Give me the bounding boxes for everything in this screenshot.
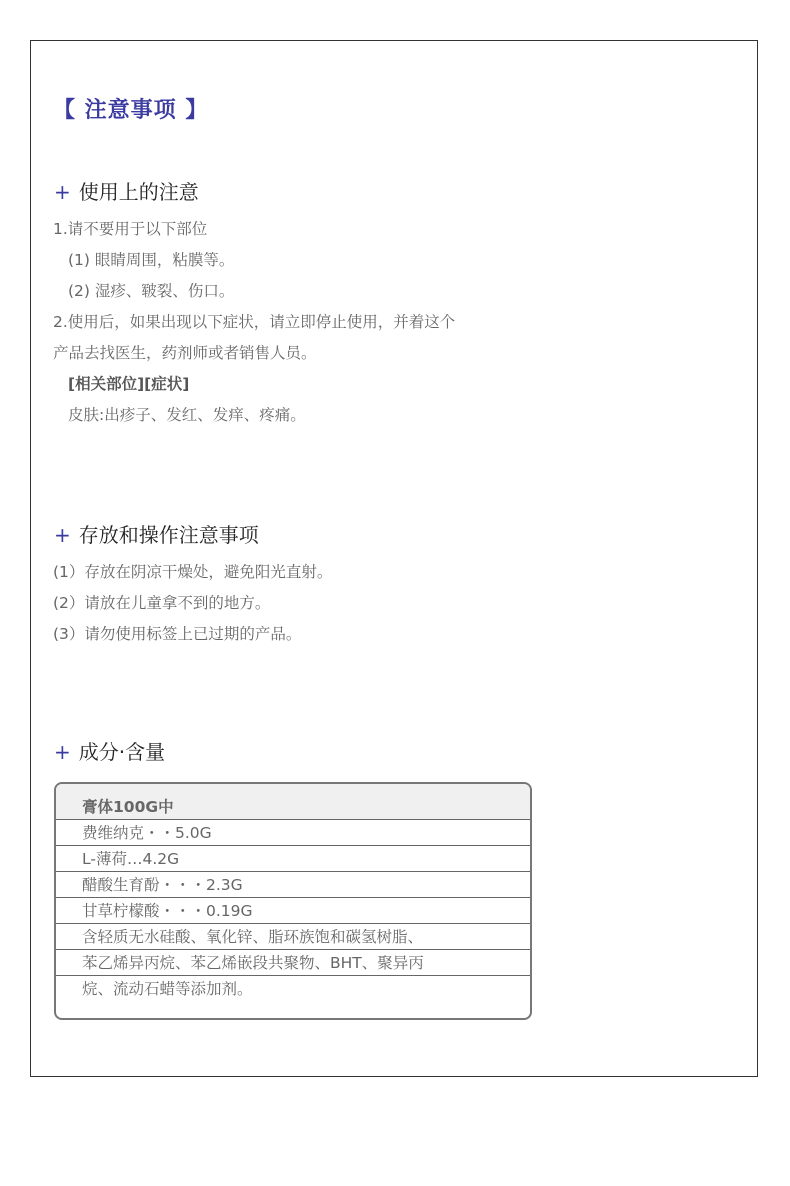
plus-icon: + xyxy=(54,180,71,204)
table-header: 膏体100G中 xyxy=(56,784,530,820)
ingredients-table xyxy=(54,782,532,1020)
usage-subheading: [相关部位][症状] xyxy=(68,375,190,393)
storage-notes xyxy=(53,557,332,650)
usage-line: (2) 湿疹、皲裂、伤口。 xyxy=(68,282,235,300)
page-title: 【 注意事项 】 xyxy=(53,98,209,123)
usage-line: 皮肤:出疹子、发红、发痒、疼痛。 xyxy=(68,406,306,424)
storage-line: (3）请勿使用标签上已过期的产品。 xyxy=(53,625,302,643)
plus-icon: + xyxy=(54,740,71,764)
table-row: 苯乙烯异丙烷、苯乙烯嵌段共聚物、BHT、聚异丙 xyxy=(56,950,530,976)
usage-line: 1.请不要用于以下部位 xyxy=(53,220,208,238)
section-heading-usage xyxy=(54,176,199,205)
usage-line: (1) 眼睛周围，粘膜等。 xyxy=(68,251,235,269)
section-heading-label: 存放和操作注意事项 xyxy=(78,523,259,547)
table-row: 甘草柠檬酸・・・0.19G xyxy=(56,898,530,924)
notice-panel xyxy=(30,40,758,1077)
table-row: 烷、流动石蜡等添加剂。 xyxy=(82,980,253,998)
storage-line: (2）请放在儿童拿不到的地方。 xyxy=(53,594,271,612)
section-heading-label: 成分·含量 xyxy=(78,740,166,764)
storage-line: (1）存放在阴凉干燥处，避免阳光直射。 xyxy=(53,563,333,581)
table-row: 含轻质无水硅酸、氧化锌、脂环族饱和碳氢树脂、 xyxy=(56,924,530,950)
section-heading-storage xyxy=(54,519,259,548)
table-row: L-薄荷…4.2G xyxy=(56,846,530,872)
section-heading-ingredients xyxy=(54,736,165,765)
plus-icon: + xyxy=(54,523,71,547)
section-heading-label: 使用上的注意 xyxy=(78,180,199,204)
table-row: 醋酸生育酚・・・2.3G xyxy=(56,872,530,898)
usage-line: 产品去找医生，药剂师或者销售人员。 xyxy=(53,344,317,362)
usage-line: 2.使用后，如果出现以下症状，请立即停止使用，并着这个 xyxy=(53,313,456,331)
usage-notes xyxy=(53,214,455,431)
table-row: 费维纳克・・5.0G xyxy=(56,820,530,846)
